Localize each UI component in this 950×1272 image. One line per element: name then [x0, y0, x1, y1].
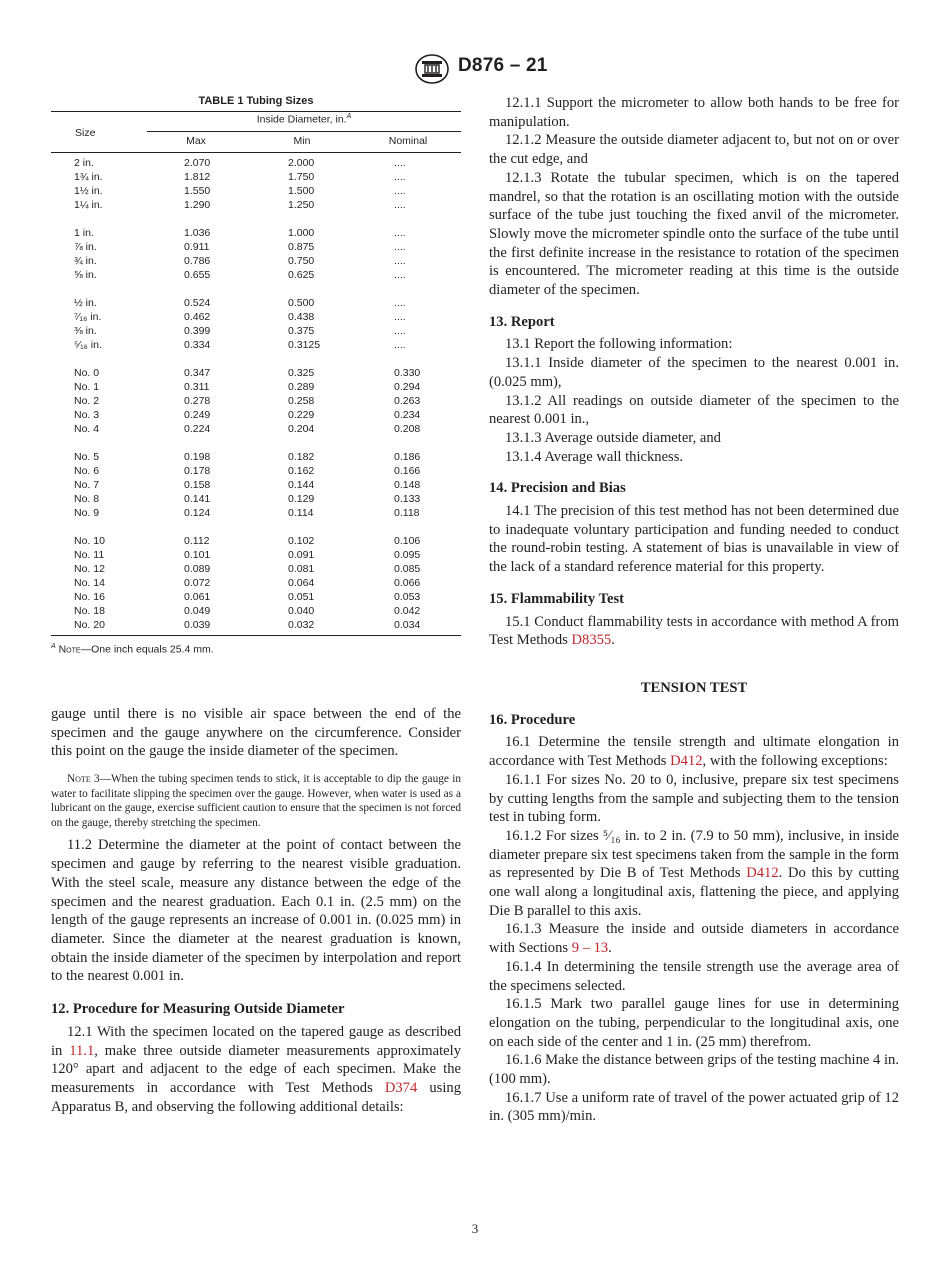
table-row [51, 534, 461, 548]
size-cell: No. 7 [74, 479, 100, 491]
link-section-11-1[interactable]: 11.1 [69, 1042, 95, 1059]
size-cell: ⅜ in. [74, 325, 97, 337]
nominal-cell: 0.106 [394, 535, 421, 547]
group-spacer [51, 352, 461, 366]
max-cell: 0.049 [184, 605, 211, 617]
section-15-heading: 15. Flammability Test [489, 590, 624, 607]
nominal-cell: 0.095 [394, 549, 421, 561]
max-cell: 1.812 [184, 171, 211, 183]
page-number: 3 [471, 1221, 479, 1236]
table-row [51, 338, 461, 352]
max-cell: 0.249 [184, 409, 211, 421]
table-row [51, 562, 461, 576]
size-cell: No. 9 [74, 507, 100, 519]
group-spacer [51, 436, 461, 450]
size-cell: 2 in. [74, 157, 94, 169]
max-cell: 0.311 [184, 381, 210, 393]
note-3 [51, 772, 461, 830]
table-row [51, 408, 461, 422]
min-cell: 1.250 [288, 199, 315, 211]
link-d412-second[interactable]: D412 [746, 865, 779, 882]
size-cell: No. 14 [74, 577, 105, 589]
table-row [51, 268, 461, 282]
group-spacer [51, 212, 461, 226]
min-cell: 0.438 [288, 311, 315, 323]
nominal-cell: 0.148 [394, 479, 421, 491]
nominal-cell: 0.066 [394, 577, 421, 589]
table-row [51, 366, 461, 380]
table-row [51, 394, 461, 408]
min-cell: 0.258 [288, 395, 315, 407]
paragraph-13-1-2: 13.1.2 All readings on outside diameter of the specimen to the nearest 0.001 in., [489, 392, 899, 428]
astm-logo-icon [413, 52, 451, 86]
min-cell: 0.040 [288, 605, 315, 617]
min-cell: 0.162 [288, 465, 315, 477]
size-cell: No. 4 [74, 423, 100, 435]
nominal-cell: .... [394, 241, 406, 253]
table-header [51, 111, 461, 156]
min-cell: 0.182 [288, 451, 315, 463]
max-cell: 0.462 [184, 311, 211, 323]
paragraph-16-1-3 [489, 920, 899, 957]
paragraph-12-1-2: 12.1.2 Measure the outside diameter adjacent to, but not on or over the cut edge, and [489, 132, 899, 168]
size-cell: No. 6 [74, 465, 100, 477]
max-cell: 0.061 [184, 591, 211, 603]
nominal-cell: .... [394, 199, 406, 211]
max-cell: 0.524 [184, 297, 211, 309]
table-row [51, 198, 461, 212]
page-header [0, 50, 950, 90]
nominal-cell: .... [394, 339, 406, 351]
paragraph-16-1 [489, 733, 899, 770]
min-cell: 0.064 [288, 577, 315, 589]
max-cell: 1.290 [184, 199, 211, 211]
nominal-cell: 0.186 [394, 451, 421, 463]
nominal-cell: 0.118 [394, 507, 420, 519]
size-cell: ¾ in. [74, 255, 97, 267]
max-cell: 0.124 [184, 507, 211, 519]
table-row [51, 240, 461, 254]
table-row [51, 506, 461, 520]
size-cell: ⁵⁄₁₆ in. [74, 339, 102, 351]
paragraph-16-1-3-text-b: . [608, 940, 612, 957]
max-cell: 0.112 [184, 535, 210, 547]
nominal-cell: 0.042 [394, 605, 421, 617]
size-cell: No. 1 [74, 381, 100, 393]
group-spacer [51, 282, 461, 296]
table-footnote [51, 643, 461, 656]
max-cell: 0.224 [184, 423, 211, 435]
footnote-mark: A [51, 643, 56, 650]
paragraph-15-1-text-a: 15.1 Conduct flammability tests in accordance with method A from Test Methods [489, 613, 899, 649]
min-cell: 0.625 [288, 269, 315, 281]
size-cell: No. 8 [74, 493, 100, 505]
size-cell: No. 20 [74, 619, 105, 631]
min-cell: 0.3125 [288, 339, 321, 351]
size-cell: No. 12 [74, 563, 105, 575]
column-header-min: Min [293, 135, 311, 147]
max-cell: 0.039 [184, 619, 211, 631]
max-cell: 0.141 [184, 493, 211, 505]
min-cell: 0.144 [288, 479, 315, 491]
size-cell: ⁷⁄₁₆ in. [74, 311, 102, 323]
link-d374[interactable]: D374 [384, 1079, 418, 1096]
table-row [51, 478, 461, 492]
paragraph-16-1-5: 16.1.5 Mark two parallel gauge lines for use in determining elongation on the tubing, perpendicular to the longitudinal axis, one on each side of the center and 1 in. (25 mm) therefrom. [489, 996, 899, 1050]
table-top-rule [51, 111, 461, 112]
max-cell: 0.089 [184, 563, 211, 575]
paragraph-12-1-text-c: using Apparatus B, and observing the following additional details: [51, 1079, 461, 1115]
min-cell: 0.204 [288, 423, 315, 435]
link-d8355[interactable]: D8355 [571, 632, 612, 649]
nominal-cell: 0.263 [394, 395, 421, 407]
size-cell: No. 11 [74, 549, 105, 561]
column-header-nominal: Nominal [388, 135, 428, 147]
column-header-inside-diameter [147, 113, 461, 126]
group-header-rule [147, 131, 461, 132]
table-row [51, 576, 461, 590]
table-row [51, 296, 461, 310]
min-cell: 0.875 [288, 241, 315, 253]
document-designation: D876 – 21 [458, 55, 548, 76]
min-cell: 0.229 [288, 409, 315, 421]
size-cell: No. 16 [74, 591, 105, 603]
nominal-cell: .... [394, 185, 406, 197]
min-cell: 1.750 [288, 171, 315, 183]
paragraph-14-1: 14.1 The precision of this test method has not been determined due to inadequate voluntary participation and funding needed to conduct the round-robin testing. A statement of bias is unavailable in view of the lack of a standard reference material for this property. [489, 503, 899, 576]
paragraph-16-1-2-text-b: . Do this by cutting one wall along a longitudinal axis, flattening the piece, and applying Die B parallel to this axis. [489, 865, 899, 919]
section-16-heading: 16. Procedure [489, 711, 576, 728]
size-cell: 1 in. [74, 227, 94, 239]
max-cell: 0.178 [184, 465, 211, 477]
min-cell: 0.750 [288, 255, 315, 267]
min-cell: 0.325 [288, 367, 315, 379]
min-cell: 0.114 [288, 507, 314, 519]
table-row [51, 590, 461, 604]
min-cell: 0.032 [288, 619, 315, 631]
table-row [51, 380, 461, 394]
table-row [51, 548, 461, 562]
max-cell: 0.655 [184, 269, 211, 281]
paragraph-16-1-text-a: 16.1 Determine the tensile strength and ultimate elongation in accordance with Test Methods [489, 734, 899, 770]
group-spacer [51, 520, 461, 534]
max-cell: 0.911 [184, 241, 210, 253]
table-row [51, 254, 461, 268]
tension-test-heading: TENSION TEST [640, 679, 748, 696]
max-cell: 1.550 [184, 185, 211, 197]
paragraph-16-1-7: 16.1.7 Use a uniform rate of travel of the power actuated grip of 12 in. (305 mm)/min. [489, 1089, 899, 1125]
table-row [51, 492, 461, 506]
paragraph-16-1-4: 16.1.4 In determining the tensile strength use the average area of the specimens selected. [489, 958, 899, 994]
min-cell: 2.000 [288, 157, 315, 169]
min-cell: 0.129 [288, 493, 315, 505]
link-sections-9-13[interactable]: 9 – 13 [571, 940, 609, 957]
max-cell: 1.036 [184, 227, 211, 239]
nominal-cell: 0.034 [394, 619, 421, 631]
paragraph-16-1-3-text-a: 16.1.3 Measure the inside and outside diameters in accordance with Sections [489, 921, 899, 957]
table-title: TABLE 1 Tubing Sizes [198, 95, 314, 107]
min-cell: 0.375 [288, 325, 315, 337]
nominal-cell: 0.166 [394, 465, 421, 477]
table-bottom-rule [51, 635, 461, 636]
table-row [51, 156, 461, 170]
paragraph-12-1-1: 12.1.1 Support the micrometer to allow both hands to be free for manipulation. [489, 95, 899, 130]
nominal-cell: .... [394, 227, 406, 239]
nominal-cell: 0.330 [394, 367, 421, 379]
table-row [51, 618, 461, 632]
size-cell: No. 3 [74, 409, 100, 421]
footnote-text: —One inch equals 25.4 mm. [80, 643, 214, 656]
size-cell: No. 10 [74, 535, 105, 547]
nominal-cell: 0.294 [394, 381, 421, 393]
paragraph-11-2: 11.2 Determine the diameter at the point of contact between the specimen and gauge by referring to the nearest visible graduation. With the steel scale, measure any distance between the edge of the specimen and the nearest graduation. Each 0.1 in. (2.5 mm) on the length of the gauge represents an increase of 0.001 in. (0.025 mm) in diameter. Since the diameter at the nearest graduation is known, obtain the inside diameter of the specimen by interpolation and report to the nearest 0.001 in. [51, 837, 461, 985]
paragraph-15-1-text-b: . [611, 632, 615, 649]
min-cell: 0.051 [288, 591, 315, 603]
paragraph-16-1-1: 16.1.1 For sizes No. 20 to 0, inclusive, prepare six test specimens by cutting lengths from the sample and subjecting them to the tension test in tubing form. [489, 771, 899, 826]
size-cell: ½ in. [74, 297, 97, 309]
section-13-heading: 13. Report [489, 313, 555, 330]
max-cell: 0.334 [184, 339, 211, 351]
paragraph-12-1 [51, 1023, 461, 1117]
nominal-cell: 0.133 [394, 493, 421, 505]
paragraph-13-1-1: 13.1.1 Inside diameter of the specimen to the nearest 0.001 in. (0.025 mm), [489, 355, 899, 390]
max-cell: 2.070 [184, 157, 211, 169]
nominal-cell: 0.085 [394, 563, 421, 575]
min-cell: 1.500 [288, 185, 315, 197]
paragraph-13-1: 13.1 Report the following information: [505, 336, 733, 353]
max-cell: 0.347 [184, 367, 211, 379]
paragraph-12-1-text-a: 12.1 With the specimen located on the tapered gauge as described in [51, 1023, 461, 1059]
tubing-sizes-table [51, 94, 461, 656]
paragraph-16-1-2 [489, 827, 899, 921]
nominal-cell: .... [394, 297, 406, 309]
nominal-cell: .... [394, 157, 406, 169]
size-cell: ⅞ in. [74, 241, 97, 253]
column-header-size: Size [75, 127, 96, 139]
nominal-cell: .... [394, 325, 406, 337]
left-column [51, 705, 461, 1116]
min-cell: 0.500 [288, 297, 315, 309]
nominal-cell: .... [394, 311, 406, 323]
section-12-heading: 12. Procedure for Measuring Outside Diameter [51, 1001, 345, 1018]
section-14-heading: 14. Precision and Bias [489, 480, 626, 497]
size-cell: ⅝ in. [74, 269, 97, 281]
inside-diameter-label: Inside Diameter, in. [256, 113, 347, 126]
column-header-max: Max [186, 135, 206, 147]
nominal-cell: .... [394, 171, 406, 183]
note-3-text: —When the tubing specimen tends to stick, it is acceptable to dip the gauge in water to facilitate slipping the specimen over the gauge. However, when water is used as a lubricant on the gauge, exercise sufficient caution to ensure that the specimen is not forced on the gauge, thereby stretching the specimen. [51, 773, 461, 829]
min-cell: 0.091 [288, 549, 315, 561]
max-cell: 0.278 [184, 395, 211, 407]
paragraph-13-1-4: 13.1.4 Average wall thickness. [505, 448, 684, 465]
size-cell: 1½ in. [74, 185, 103, 197]
paragraph-gauge-continued: gauge until there is no visible air space between the end of the specimen and the gauge anywhere on the circumference. Consider this point on the gauge the inside diameter of the specimen. [51, 706, 461, 760]
nominal-cell: 0.053 [394, 591, 421, 603]
max-cell: 0.158 [184, 479, 211, 491]
note-3-label: Note 3 [67, 773, 100, 786]
max-cell: 0.101 [184, 549, 211, 561]
min-cell: 0.081 [288, 563, 315, 575]
size-cell: No. 2 [74, 395, 100, 407]
nominal-cell: .... [394, 269, 406, 281]
paragraph-12-1-3: 12.1.3 Rotate the tubular specimen, which is on the tapered mandrel, so that the rotation is an oscillating motion with the outside surface of the tube just touching the fixed anvil of the micrometer. Slowly move the micrometer spindle onto the surface of the tube until the first definite increase in the resistance to rotation of the specimen is encountered. The micrometer reading at this time is the outside diameter of the specimen. [489, 169, 899, 299]
table-body [51, 156, 461, 632]
max-cell: 0.399 [184, 325, 211, 337]
paragraph-15-1 [489, 613, 899, 650]
paragraph-16-1-text-b: , with the following exceptions: [702, 753, 888, 770]
footnote-marker: A [346, 113, 352, 120]
table-row [51, 184, 461, 198]
max-cell: 0.198 [184, 451, 211, 463]
header-bottom-rule [51, 152, 461, 153]
table-row [51, 464, 461, 478]
footnote-note-label: Note [58, 643, 81, 656]
size-cell: 1¼ in. [74, 199, 103, 211]
min-cell: 0.289 [288, 381, 315, 393]
max-cell: 0.072 [184, 577, 211, 589]
size-cell: No. 18 [74, 605, 105, 617]
link-d412[interactable]: D412 [670, 753, 703, 770]
nominal-cell: 0.208 [394, 423, 421, 435]
table-row [51, 450, 461, 464]
table-row [51, 422, 461, 436]
table-row [51, 324, 461, 338]
paragraph-16-1-2-text-a: 16.1.2 For sizes ⁵⁄₁₆ in. to 2 in. (7.9 to 50 mm), inclusive, in inside diameter prepare six test specimens taken from the sample in the form as represented by Die B of Test Methods [489, 827, 899, 882]
table-row [51, 170, 461, 184]
nominal-cell: .... [394, 255, 406, 267]
size-cell: 1¾ in. [74, 171, 103, 183]
min-cell: 1.000 [288, 227, 315, 239]
size-cell: No. 5 [74, 451, 100, 463]
table-row [51, 310, 461, 324]
max-cell: 0.786 [184, 255, 211, 267]
paragraph-16-1-6: 16.1.6 Make the distance between grips of the testing machine 4 in. (100 mm). [489, 1052, 899, 1088]
paragraph-12-1-text-b: , make three outside diameter measurements approximately 120° apart and adjacent to the edge of each specimen. Make the measurements in accordance with Test Methods [51, 1042, 461, 1096]
min-cell: 0.102 [288, 535, 315, 547]
right-column [489, 94, 899, 1126]
nominal-cell: 0.234 [394, 409, 421, 421]
table-row [51, 604, 461, 618]
size-cell: No. 0 [74, 367, 100, 379]
paragraph-13-1-3: 13.1.3 Average outside diameter, and [505, 429, 721, 446]
table-row [51, 226, 461, 240]
